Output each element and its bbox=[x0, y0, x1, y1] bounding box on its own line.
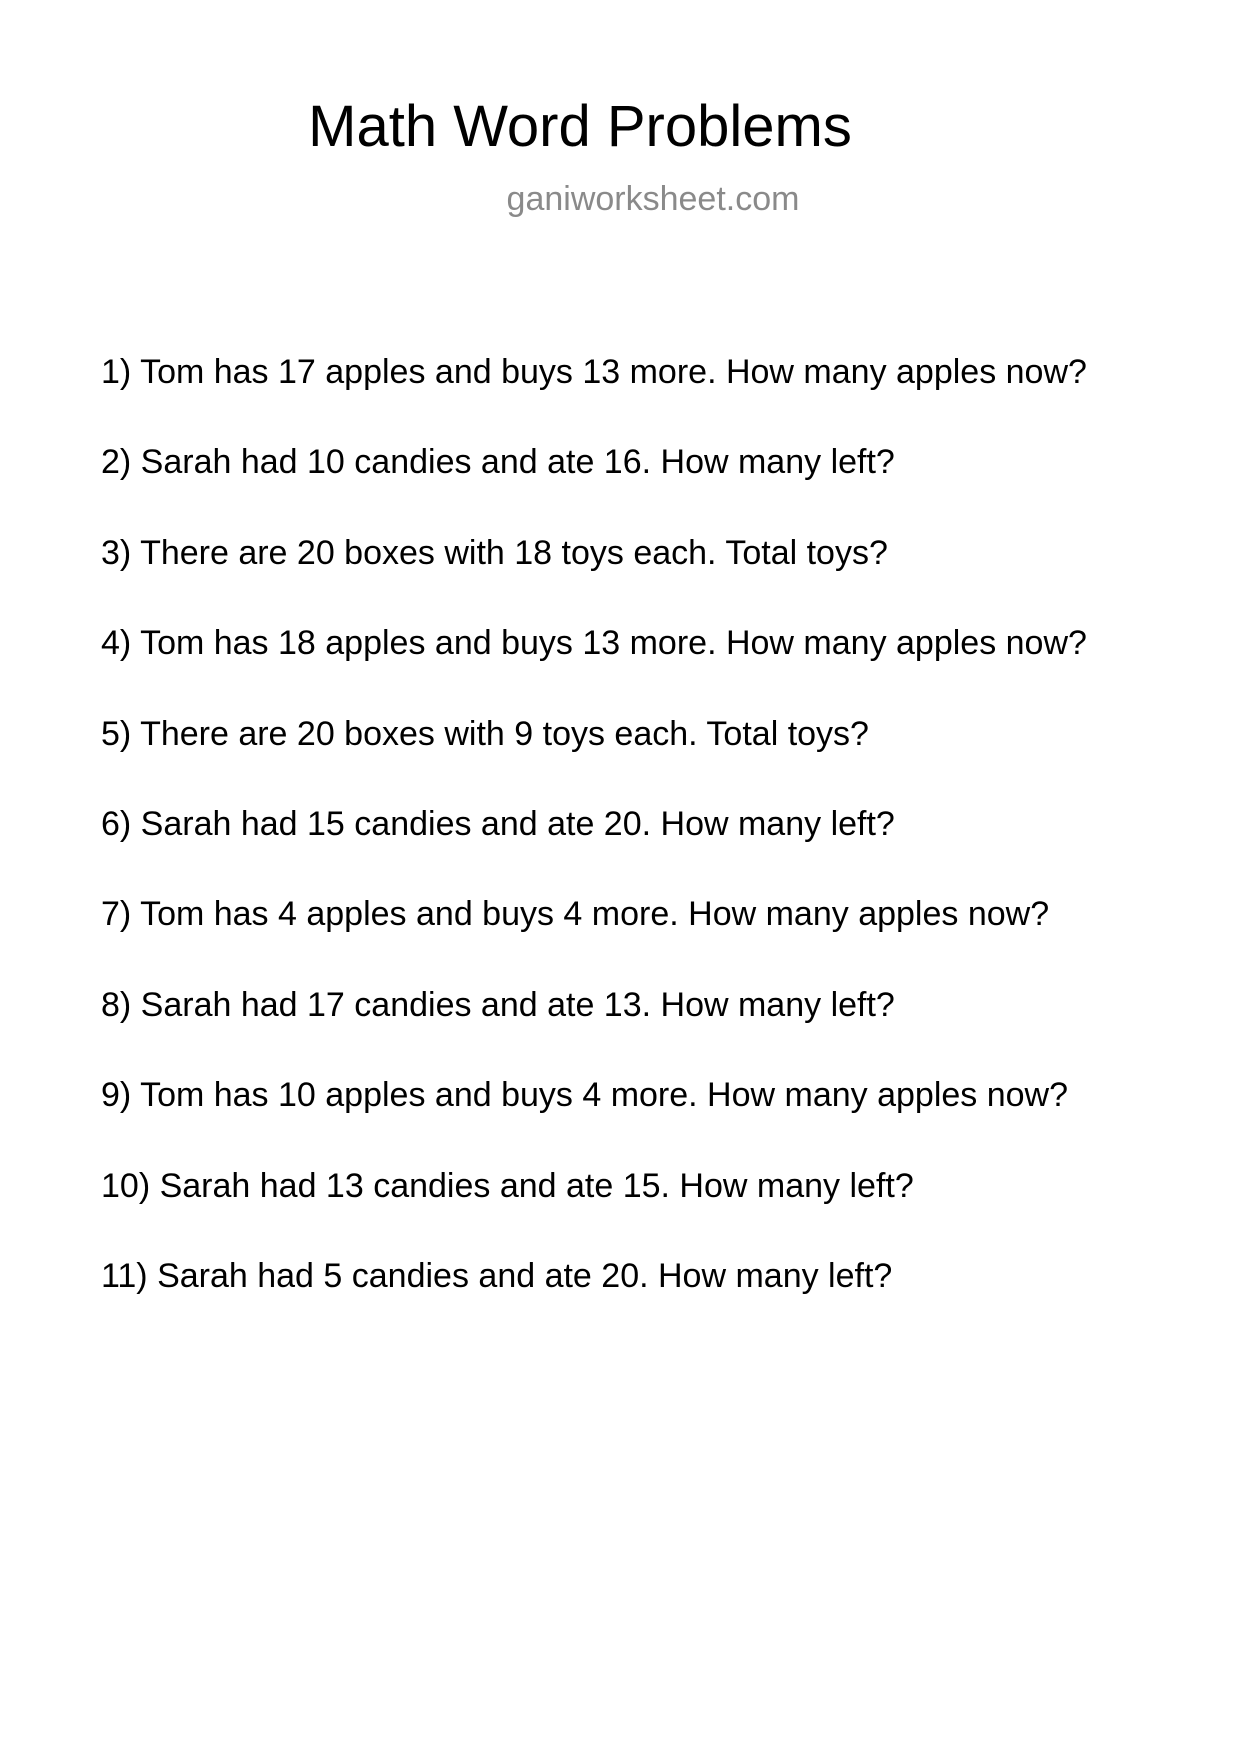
problem-item: 1) Tom has 17 apples and buys 13 more. How many apples now? bbox=[101, 353, 1087, 391]
problem-item: 7) Tom has 4 apples and buys 4 more. How many apples now? bbox=[101, 895, 1050, 934]
problem-item: 9) Tom has 10 apples and buys 4 more. How many apples now? bbox=[101, 1076, 1069, 1115]
worksheet-title: Math Word Problems bbox=[308, 94, 852, 159]
problem-item: 11) Sarah had 5 candies and ate 20. How many left? bbox=[101, 1256, 893, 1295]
problem-item: 10) Sarah had 13 candies and ate 15. How many left? bbox=[101, 1166, 914, 1205]
problem-item: 3) There are 20 boxes with 18 toys each. Total toys? bbox=[101, 533, 888, 572]
problem-list bbox=[101, 352, 1201, 1346]
problem-item: 6) Sarah had 15 candies and ate 20. How many left? bbox=[101, 804, 895, 843]
problem-item: 5) There are 20 boxes with 9 toys each. Total toys? bbox=[101, 714, 869, 753]
problem-item: 8) Sarah had 17 candies and ate 13. How many left? bbox=[101, 985, 895, 1024]
worksheet-source: ganiworksheet.com bbox=[506, 180, 800, 218]
problem-item: 4) Tom has 18 apples and buys 13 more. How many apples now? bbox=[101, 624, 1087, 663]
problem-item: 2) Sarah had 10 candies and ate 16. How many left? bbox=[101, 443, 895, 482]
